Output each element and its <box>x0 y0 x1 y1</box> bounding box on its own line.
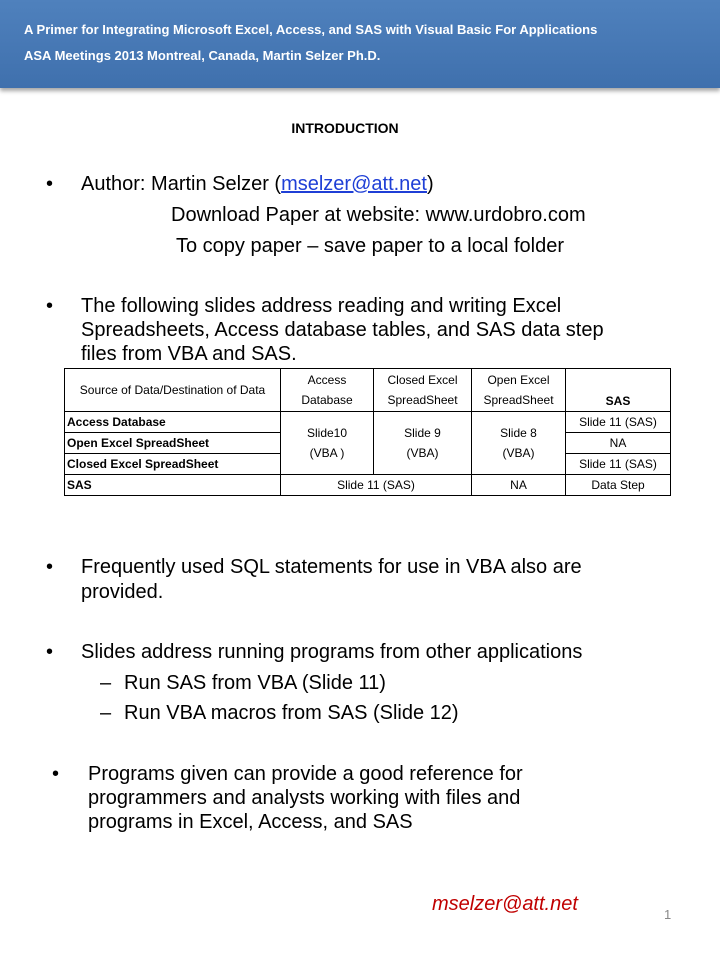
slides-line-1: The following slides address reading and writing Excel <box>81 295 562 317</box>
running-sub-2: Run VBA macros from SAS (Slide 12) <box>124 702 459 724</box>
row-label-sas: SAS <box>65 475 281 496</box>
header-open-line2: SpreadSheet <box>483 393 554 407</box>
programs-line-1: Programs given can provide a good reference for <box>88 763 523 785</box>
cell-sas-open: NA <box>472 475 566 496</box>
slides-line-2: Spreadsheets, Access database tables, and SAS data step <box>81 319 604 341</box>
row-label-access: Access Database <box>65 412 281 433</box>
sql-line-1: Frequently used SQL statements for use in VBA also are <box>81 556 582 578</box>
cell-sas-sas: Data Step <box>566 475 671 496</box>
cell-slide8 <box>472 412 566 475</box>
footer-email: mselzer@att.net <box>432 893 578 915</box>
header-access-line1: Access <box>307 373 347 387</box>
bullet-marker: • <box>46 641 54 663</box>
author-email-link[interactable]: mselzer@att.net <box>281 173 427 195</box>
author-prefix: Author: Martin Selzer ( <box>81 173 282 195</box>
header-access <box>281 369 374 412</box>
bullet-marker: • <box>46 556 54 578</box>
dash-marker: – <box>100 672 112 694</box>
table-row <box>65 475 671 496</box>
slides-line-3: files from VBA and SAS. <box>81 343 297 365</box>
cell-access-sas: Slide 11 (SAS) <box>566 412 671 433</box>
cell-open-sas: NA <box>566 433 671 454</box>
cell-sas-span: Slide 11 (SAS) <box>281 475 472 496</box>
copy-line: To copy paper – save paper to a local folder <box>176 235 565 257</box>
slide-header <box>0 0 720 88</box>
header-source: Source of Data/Destination of Data <box>65 369 281 412</box>
cell-slide8-line1: Slide 8 <box>500 426 537 440</box>
cell-slide10-line1: Slide10 <box>306 426 348 440</box>
table-header-row <box>65 369 671 412</box>
cell-slide10 <box>281 412 374 475</box>
header-open <box>472 369 566 412</box>
header-access-line2: Database <box>301 393 353 407</box>
header-closed <box>374 369 472 412</box>
row-label-open: Open Excel SpreadSheet <box>65 433 281 454</box>
programs-line-2: programmers and analysts working with files and <box>88 787 521 809</box>
cell-slide9-line1: Slide 9 <box>404 426 441 440</box>
header-sas: SAS <box>566 369 671 412</box>
header-closed-line1: Closed Excel <box>387 373 458 387</box>
data-flow-table <box>64 368 671 496</box>
cell-slide10-line2: (VBA ) <box>309 446 345 460</box>
cell-slide9-line2: (VBA) <box>406 446 439 460</box>
page-number: 1 <box>664 907 672 922</box>
header-title: A Primer for Integrating Microsoft Excel, Access, and SAS with Visual Basic For Applications <box>24 22 598 37</box>
download-line: Download Paper at website: www.urdobro.com <box>171 204 586 226</box>
dash-marker: – <box>100 702 112 724</box>
header-closed-line2: SpreadSheet <box>387 393 458 407</box>
programs-line-3: programs in Excel, Access, and SAS <box>88 811 413 833</box>
running-line-1: Slides address running programs from other applications <box>81 641 583 663</box>
row-label-closed: Closed Excel SpreadSheet <box>65 454 281 475</box>
bullet-marker: • <box>46 295 54 317</box>
author-line <box>81 172 434 197</box>
header-open-line1: Open Excel <box>487 373 550 387</box>
cell-slide8-line2: (VBA) <box>502 446 535 460</box>
intro-heading: INTRODUCTION <box>291 120 399 136</box>
table-row <box>65 412 671 433</box>
header-subtitle: ASA Meetings 2013 Montreal, Canada, Martin Selzer Ph.D. <box>24 48 381 63</box>
sql-line-2: provided. <box>81 581 164 603</box>
running-sub-1: Run SAS from VBA (Slide 11) <box>124 672 386 694</box>
bullet-marker: • <box>46 173 54 195</box>
bullet-marker: • <box>52 763 60 785</box>
cell-closed-sas: Slide 11 (SAS) <box>566 454 671 475</box>
author-suffix: ) <box>427 173 434 195</box>
cell-slide9 <box>374 412 472 475</box>
